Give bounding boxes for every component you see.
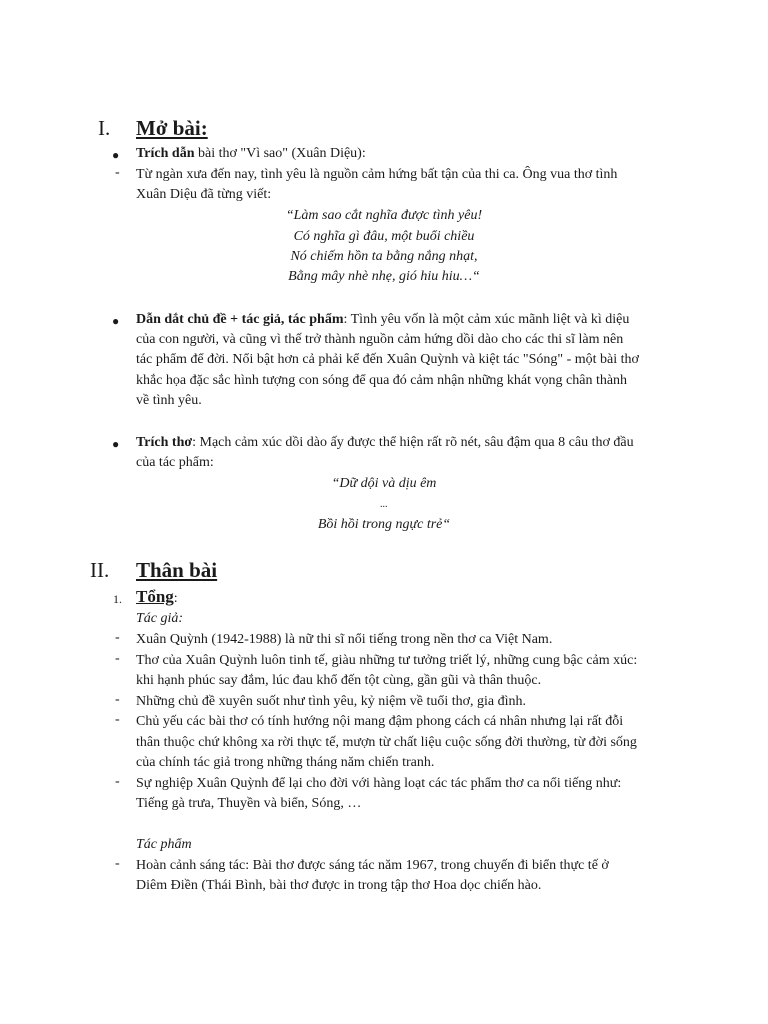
section-1-title: Mở bài: [136,116,208,140]
item-2-line: về tình yêu. [136,393,202,408]
item-2-label: Dẫn dắt chủ đề + tác giả, tác phẩm [136,312,344,327]
tac-gia-line: Sự nghiệp Xuân Quỳnh để lại cho đời với hàng loạt các tác phẩm thơ ca nổi tiếng như: [136,776,622,791]
tac-gia-line: thân thuộc chứ không xa rời thực tế, mượn từ chất liệu cuộc sống đời thường, từ đời sống [136,735,637,750]
subsection-title-wrap [136,587,178,607]
dash: - [115,712,120,727]
tac-gia-line: khi hạnh phúc say đắm, lúc đau khổ đến tột cùng, gần gũi và thân thuộc. [136,673,542,688]
bullet: ● [112,437,120,451]
tac-gia-label: Tác giả: [136,611,184,626]
tac-gia-line: Xuân Quỳnh (1942-1988) là nữ thi sĩ nổi tiếng trong nền thơ ca Việt Nam. [136,632,553,647]
tac-pham-label: Tác phẩm [136,837,192,852]
item-2-line: khắc họa đặc sắc hình tượng con sóng để qua đó cảm nhận những khát vọng chân thành [136,373,628,388]
dash: - [115,651,120,666]
tac-gia-line: Những chủ đề xuyên suốt như tình yêu, kỷ niệm về tuổi thơ, gia đình. [136,694,527,709]
item-1-dash-line-2: Xuân Diệu đã từng viết: [136,187,272,202]
dash: - [115,856,120,871]
section-2-number: II. [90,558,110,582]
tac-gia-line: Tiếng gà trưa, Thuyền và biển, Sóng, … [136,796,362,811]
item-3-line: của tác phẩm: [136,455,214,470]
item-3-label: Trích thơ [136,435,193,450]
item-1-dash-line-1: Từ ngàn xưa đến nay, tình yêu là nguồn cảm hứng bất tận của thi ca. Ông vua thơ tình [136,167,618,182]
tac-gia-line: của chính tác giả trong những tháng năm chiến tranh. [136,755,435,770]
item-2-line: tác phẩm để đời. Nổi bật hơn cả phải kể đến Xuân Quỳnh và kiệt tác "Sóng" - một bài thơ [136,352,639,367]
item-2-line [136,310,629,330]
dash: - [115,630,120,645]
item-2-line: của con người, và cũng vì thế trở thành nguồn cảm hứng dồi dào cho các thi sĩ làm nên [136,332,624,347]
dash: - [115,692,120,707]
bullet: ● [112,314,120,328]
poem-line: Bằng mây nhè nhẹ, gió hiu hiu…“ [288,269,480,284]
dash: - [115,165,120,180]
section-1-number: I. [98,116,111,140]
poem-line: “Dữ dội và dịu êm [331,476,437,491]
dash: - [115,774,120,789]
subsection-colon: : [173,591,178,606]
poem-ellipsis: ... [380,499,388,510]
poem-line: Có nghĩa gì đâu, một buổi chiều [293,229,475,244]
tac-gia-line: Chủ yếu các bài thơ có tính hướng nội mang đậm phong cách cá nhân nhưng lại rất đỗi [136,714,624,729]
poem-line: “Làm sao cắt nghĩa được tình yêu! [285,208,483,223]
tac-pham-line: Hoàn cảnh sáng tác: Bài thơ được sáng tác năm 1967, trong chuyến đi biển thực tế ở [136,858,609,873]
item-2-first: : Tình yêu vốn là một cảm xúc mãnh liệt và kì diệu [343,312,630,327]
item-1-label: Trích dẫn [136,146,195,161]
item-3-first: : Mạch cảm xúc dồi dào ấy được thể hiện rất rõ nét, sâu đậm qua 8 câu thơ đầu [192,435,634,450]
item-1-line [136,144,366,164]
subsection-number: 1. [113,592,122,606]
tac-pham-line: Diêm Điền (Thái Bình, bài thơ được in trong tập thơ Hoa dọc chiến hào. [136,878,542,893]
tac-gia-line: Thơ của Xuân Quỳnh luôn tinh tế, giàu những tư tưởng triết lý, những cung bậc cảm xúc: [136,653,638,668]
subsection-title: Tổng [136,587,174,606]
item-1-text: bài thơ "Vì sao" (Xuân Diệu): [194,146,366,161]
poem-line: Bồi hồi trong ngực trẻ“ [317,517,451,532]
bullet: ● [112,148,120,162]
item-3-line [136,433,634,453]
section-2-title: Thân bài [136,558,218,582]
poem-line: Nó chiếm hồn ta bằng nắng nhạt, [290,249,478,264]
